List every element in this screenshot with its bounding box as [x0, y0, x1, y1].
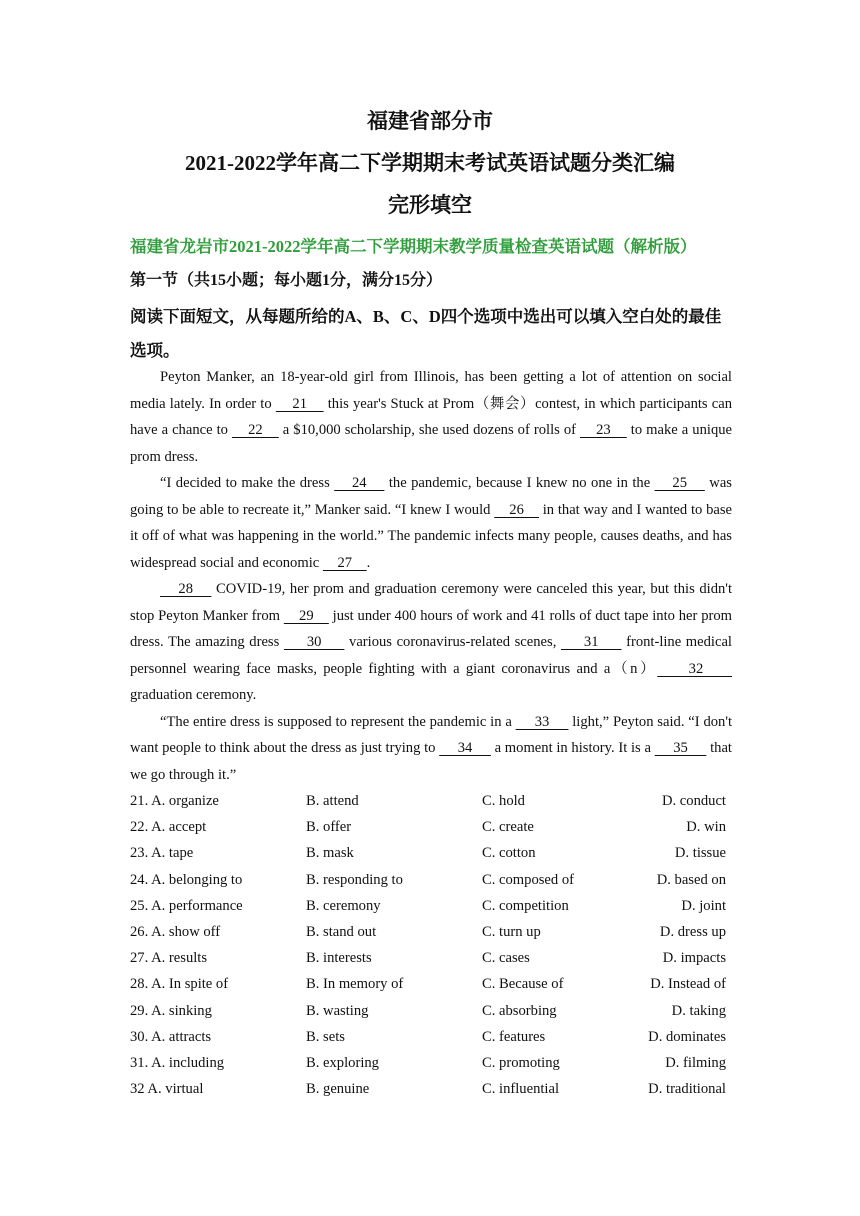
option-a: 32 A. virtual [130, 1081, 204, 1098]
option-b: B. exploring [306, 1054, 379, 1071]
option-a: 21. A. organize [130, 793, 219, 809]
option-d: D. dress up [659, 923, 726, 940]
blank-24: 24 [334, 475, 385, 491]
passage-text: the pandemic, because I knew no one in the [384, 475, 655, 491]
option-d: D. filming [665, 1054, 726, 1071]
blank-22: 22 [231, 422, 279, 438]
question-row-25 [130, 894, 732, 920]
option-a: 29. A. sinking [130, 1002, 212, 1019]
option-b: B. In memory of [306, 976, 404, 993]
passage-text: light,” Peyton said. “I don't want people to think about the dress as just trying to [130, 713, 733, 756]
title-topic: 完形填空 [388, 193, 472, 217]
option-d: D. Instead of [650, 976, 726, 993]
passage-paragraph-1 [130, 364, 732, 470]
passage-text: “I decided to make the dress [160, 475, 335, 491]
question-row-28 [130, 972, 732, 998]
option-d: D. impacts [662, 950, 726, 967]
passage-text: . [366, 554, 371, 571]
option-a: 28. A. In spite of [130, 976, 229, 993]
option-c: C. competition [482, 897, 569, 914]
blank-30: 30 [283, 634, 345, 650]
option-c: C. promoting [482, 1054, 560, 1071]
passage-text: “The entire dress is supposed to represent the pandemic in a [160, 713, 516, 730]
option-c: C. features [482, 1028, 546, 1045]
option-d: D. joint [681, 897, 726, 914]
question-options [130, 789, 732, 1103]
question-row-30 [130, 1025, 732, 1051]
option-b: B. ceremony [306, 897, 381, 914]
option-b: B. stand out [306, 923, 377, 940]
blank-35: 35 [654, 740, 707, 756]
passage-text: graduation ceremony. [130, 687, 257, 703]
passage-text: COVID-19, her prom and graduation ceremony were canceled this year, but this didn't stop Peyton Manker from [130, 581, 732, 624]
option-b: B. offer [306, 819, 352, 836]
passage [130, 364, 732, 788]
title-exam: 2021-2022学年高二下学期期末考试英语试题分类汇编 [185, 151, 675, 175]
passage-text: front-line medical personnel wearing face masks, people fighting with a giant coronavirus and a（n） [130, 634, 732, 677]
option-b: B. interests [306, 950, 372, 967]
question-row-21 [130, 789, 732, 815]
passage-text: Peyton Manker, an 18-year-old girl from Illinois, has been getting a lot of attention on social media lately. In order to [130, 369, 732, 412]
option-b: B. attend [306, 793, 359, 809]
option-a: 25. A. performance [130, 897, 243, 914]
option-d: D. win [686, 819, 726, 836]
option-b: B. wasting [306, 1002, 369, 1019]
option-c: C. influential [482, 1081, 560, 1098]
option-c: C. absorbing [482, 1002, 557, 1019]
question-row-22 [130, 815, 732, 841]
section-label: 第一节（共15小题；每小题1分，满分15分） [130, 272, 443, 289]
passage-paragraph-3 [130, 576, 732, 709]
passage-text: various coronavirus-related scenes, [344, 634, 561, 650]
source-title: 福建省龙岩市2021-2022学年高二下学期期末教学质量检查英语试题（解析版） [130, 237, 697, 256]
title-region: 福建省部分市 [367, 109, 493, 133]
passage-text: was going to be able to recreate it,” Manker said. “I knew I would [130, 475, 732, 518]
blank-34: 34 [439, 740, 491, 756]
passage-text: a $10,000 scholarship, she used dozens of rolls of [278, 422, 580, 438]
option-a: 30. A. attracts [130, 1028, 212, 1045]
blank-25: 25 [654, 475, 705, 491]
passage-text: a moment in history. It is a [490, 740, 655, 756]
blank-28: 28 [160, 581, 212, 597]
option-b: B. responding to [306, 871, 403, 888]
option-d: D. taking [671, 1002, 726, 1019]
question-row-31 [130, 1051, 732, 1077]
question-row-32 [130, 1077, 732, 1103]
passage-text: just under 400 hours of work and 41 rolls of duct tape into her prom dress. The amazing dress [130, 607, 732, 650]
option-c: C. cases [482, 950, 530, 967]
option-c: C. Because of [482, 976, 564, 993]
blank-32: 32 [657, 660, 733, 677]
option-c: C. create [482, 819, 534, 836]
blank-26: 26 [494, 501, 539, 518]
option-b: B. mask [306, 845, 354, 862]
option-a: 27. A. results [130, 950, 208, 967]
option-a: 22. A. accept [130, 819, 207, 836]
option-d: D. based on [656, 871, 726, 888]
passage-text: to make a unique prom dress. [130, 422, 733, 465]
question-row-26 [130, 920, 732, 946]
option-a: 31. A. including [130, 1054, 225, 1071]
option-d: D. tissue [674, 845, 726, 862]
instructions: 阅读下面短文，从每题所给的A、B、C、D四个选项中选出可以填入空白处的最佳选项。 [130, 307, 722, 360]
option-c: C. turn up [482, 923, 541, 940]
blank-33: 33 [515, 713, 569, 730]
option-c: C. composed of [482, 871, 575, 888]
question-row-29 [130, 999, 732, 1025]
blank-31: 31 [560, 634, 622, 650]
passage-text: in that way and I wanted to base it off of what was happening in the world.” The pandemic infects many people, causes deaths, and has widespread social and economic [130, 501, 733, 571]
option-d: D. traditional [648, 1081, 726, 1098]
passage-text: that we go through it.” [130, 740, 732, 783]
option-a: 26. A. show off [130, 923, 221, 940]
blank-21: 21 [275, 395, 324, 412]
passage-paragraph-4 [130, 709, 732, 789]
option-d: D. dominates [648, 1028, 726, 1045]
option-a: 24. A. belonging to [130, 871, 243, 888]
blank-27: 27 [322, 554, 367, 571]
option-d: D. conduct [661, 793, 726, 809]
passage-text: this year's Stuck at Prom（舞会）contest, in which participants can have a chance to [130, 395, 732, 438]
option-b: B. sets [306, 1028, 345, 1045]
option-a: 23. A. tape [130, 845, 194, 862]
question-row-24 [130, 868, 732, 894]
passage-paragraph-2 [130, 470, 732, 576]
option-c: C. cotton [482, 845, 536, 862]
blank-29: 29 [283, 607, 329, 624]
question-row-27 [130, 946, 732, 972]
question-row-23 [130, 841, 732, 867]
option-c: C. hold [482, 793, 525, 809]
blank-23: 23 [580, 422, 627, 438]
option-b: B. genuine [306, 1081, 370, 1098]
